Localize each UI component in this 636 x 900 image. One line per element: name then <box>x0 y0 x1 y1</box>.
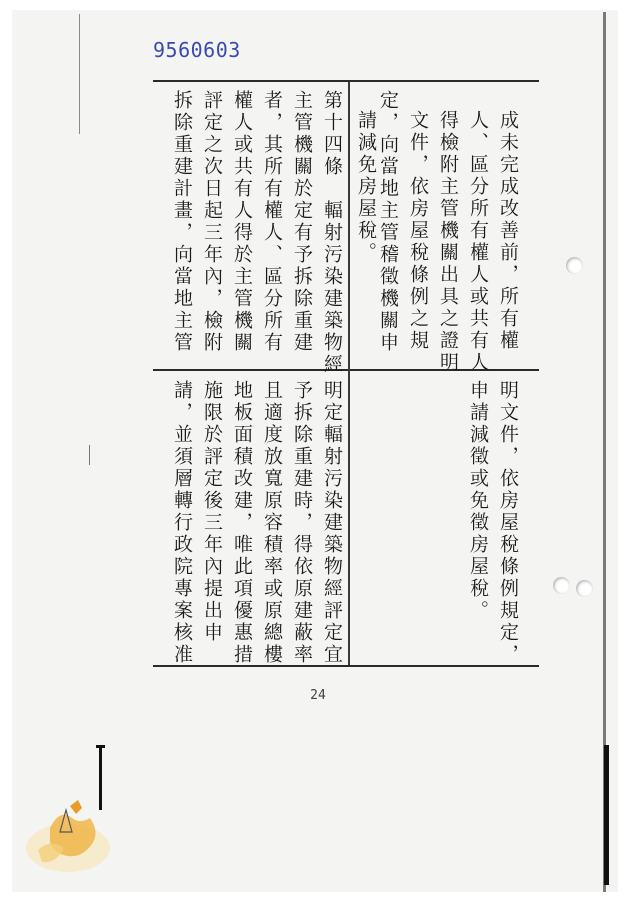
binder-hole <box>576 580 593 597</box>
scan-edge-mark <box>604 745 609 885</box>
page-number: 24 <box>310 688 326 703</box>
archive-logo <box>20 788 120 876</box>
binder-hole <box>553 577 570 594</box>
text-column: 者，其所有權人、區分所有 <box>261 90 283 354</box>
text-column: 請減免房屋稅。 <box>355 110 377 264</box>
scan-edge-mark <box>96 745 105 748</box>
text-column: 請，並須層轉行政院專案核准 <box>171 380 193 666</box>
scan-edge-mark <box>79 14 80 134</box>
text-column: 權人或共有人得於主管機關 <box>231 90 253 354</box>
text-column: 明定輻射污染建築物經評定宜 <box>321 380 343 666</box>
text-column: 第十四條 輻射污染建築物經 <box>321 90 343 376</box>
bottom-rule <box>153 665 539 667</box>
text-column: 成未完成改善前，所有權 <box>497 110 519 352</box>
scan-edge-mark <box>89 445 90 465</box>
text-column: 拆除重建計畫，向當地主管 <box>171 90 193 354</box>
text-column: 人、區分所有權人或共有人 <box>467 110 489 374</box>
binder-hole <box>566 257 583 274</box>
document-page <box>12 10 618 892</box>
document-number: 9560603 <box>153 38 241 62</box>
text-column: 評定之次日起三年內，檢附 <box>201 90 223 354</box>
text-column: 地板面積改建，唯此項優惠措 <box>231 380 253 666</box>
text-column: 明文件，依房屋稅條例規定， <box>497 380 519 666</box>
text-column: 施限於評定後三年內提出申 <box>201 380 223 644</box>
column-divider <box>348 82 350 665</box>
text-column: 得檢附主管機關出具之證明 <box>437 110 459 374</box>
top-rule <box>153 80 539 82</box>
text-column: 主管機關於定有予拆除重建 <box>291 90 313 354</box>
text-column: 文件，依房屋稅條例之規 <box>407 110 429 352</box>
text-column: 予拆除重建時，得依原建蔽率 <box>291 380 313 666</box>
text-column: 申請減徵或免徵房屋稅。 <box>467 380 489 622</box>
text-column: 且適度放寬原容積率或原總樓 <box>261 380 283 666</box>
text-column: 定，向當地主管稽徵機關申 <box>377 90 399 354</box>
